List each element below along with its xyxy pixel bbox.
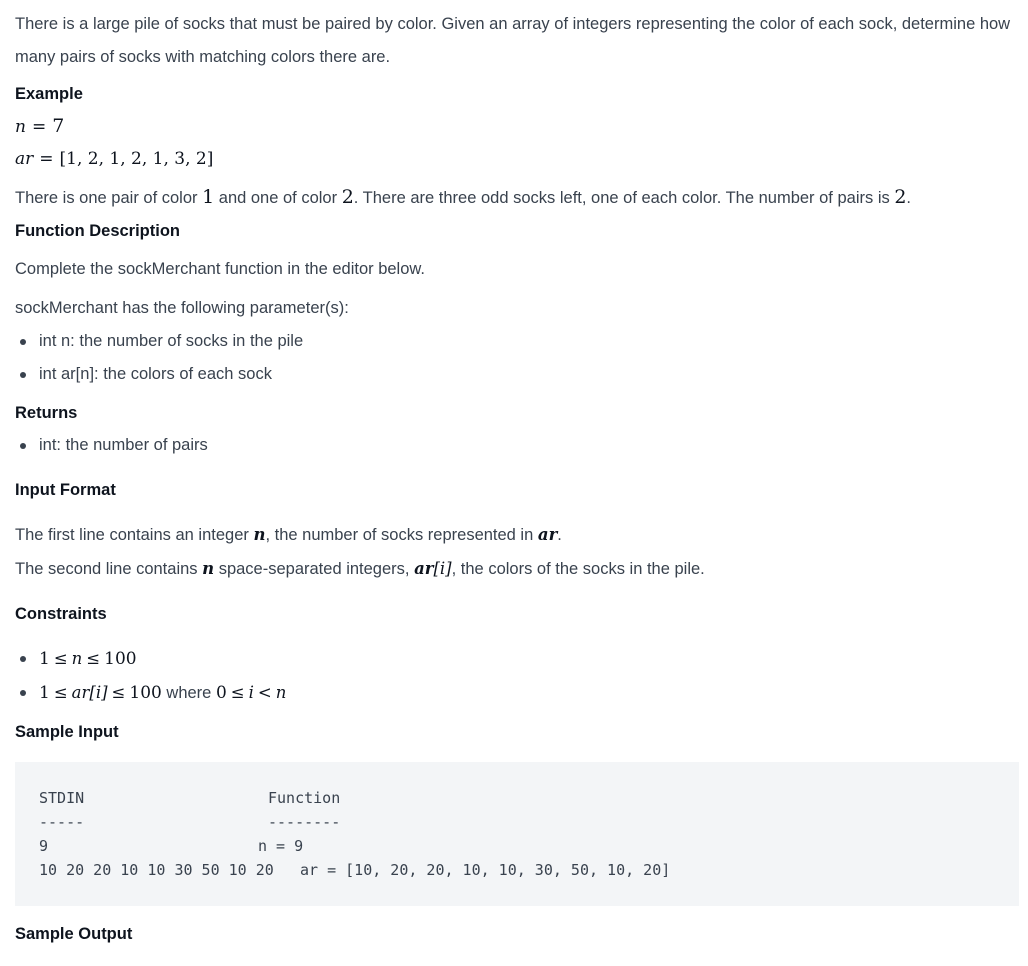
input-format-line2: The second line contains n space-separated integers, ar[i], the colors of the socks in the pile. [15, 559, 705, 578]
stdin-rule: ----- [39, 813, 85, 831]
list-item: int n: the number of socks in the pile [15, 325, 1019, 358]
list-item: int: the number of pairs [15, 429, 1019, 462]
sample-input-heading: Sample Input [15, 723, 119, 741]
math-array: [1, 2, 1, 2, 1, 3, 2] [59, 149, 214, 169]
stdin-line-2: 10 20 20 10 10 30 50 10 20 [39, 861, 274, 879]
intro-text: There is a large pile of socks that must be paired by color. Given an array of integers representing the color of each sock, determine how many pairs of socks with matching colors there are. [15, 15, 1011, 66]
example-ar: ar = [1, 2, 1, 2, 1, 3, 2] [15, 149, 214, 169]
function-line-2: ar = [10, 20, 20, 10, 10, 30, 50, 10, 20] [300, 861, 671, 879]
input-format-line1: The first line contains an integer n, the number of socks represented in ar. [15, 525, 562, 544]
sample-input-code [15, 762, 1019, 906]
sample-output-heading: Sample Output [15, 925, 133, 943]
example-explanation: There is one pair of color 1 and one of color 2. There are three odd socks left, one of each color. The number of pairs is 2. [15, 186, 912, 208]
math-var-n: n [15, 117, 26, 137]
constraints-list [15, 642, 1019, 710]
function-description-text: Complete the sockMerchant function in the editor below. [15, 260, 425, 278]
example-n: n = 7 [15, 115, 65, 137]
function-rule: -------- [268, 813, 341, 831]
constraints-heading: Constraints [15, 605, 107, 623]
stdin-line-1: 9 [39, 837, 49, 855]
function-label: Function [268, 789, 341, 807]
list-item: int ar[n]: the colors of each sock [15, 358, 1019, 391]
stdin-label: STDIN [39, 789, 85, 807]
example-heading: Example [15, 85, 83, 103]
math-var-ar: ar [15, 149, 34, 169]
problem-statement [15, 8, 1019, 950]
returns-heading: Returns [15, 404, 78, 422]
parameters-text: sockMerchant has the following parameter(s): [15, 299, 349, 317]
function-description-heading: Function Description [15, 222, 180, 240]
input-format-heading: Input Format [15, 481, 116, 499]
parameters-list [15, 325, 1019, 391]
list-item: 1 ≤ n ≤ 100 [15, 642, 1019, 676]
math-value-7: 7 [52, 115, 65, 137]
returns-list [15, 429, 1019, 462]
function-line-1: n = 9 [258, 837, 304, 855]
list-item: 1 ≤ ar[i] ≤ 100 where 0 ≤ i < n [15, 676, 1019, 710]
